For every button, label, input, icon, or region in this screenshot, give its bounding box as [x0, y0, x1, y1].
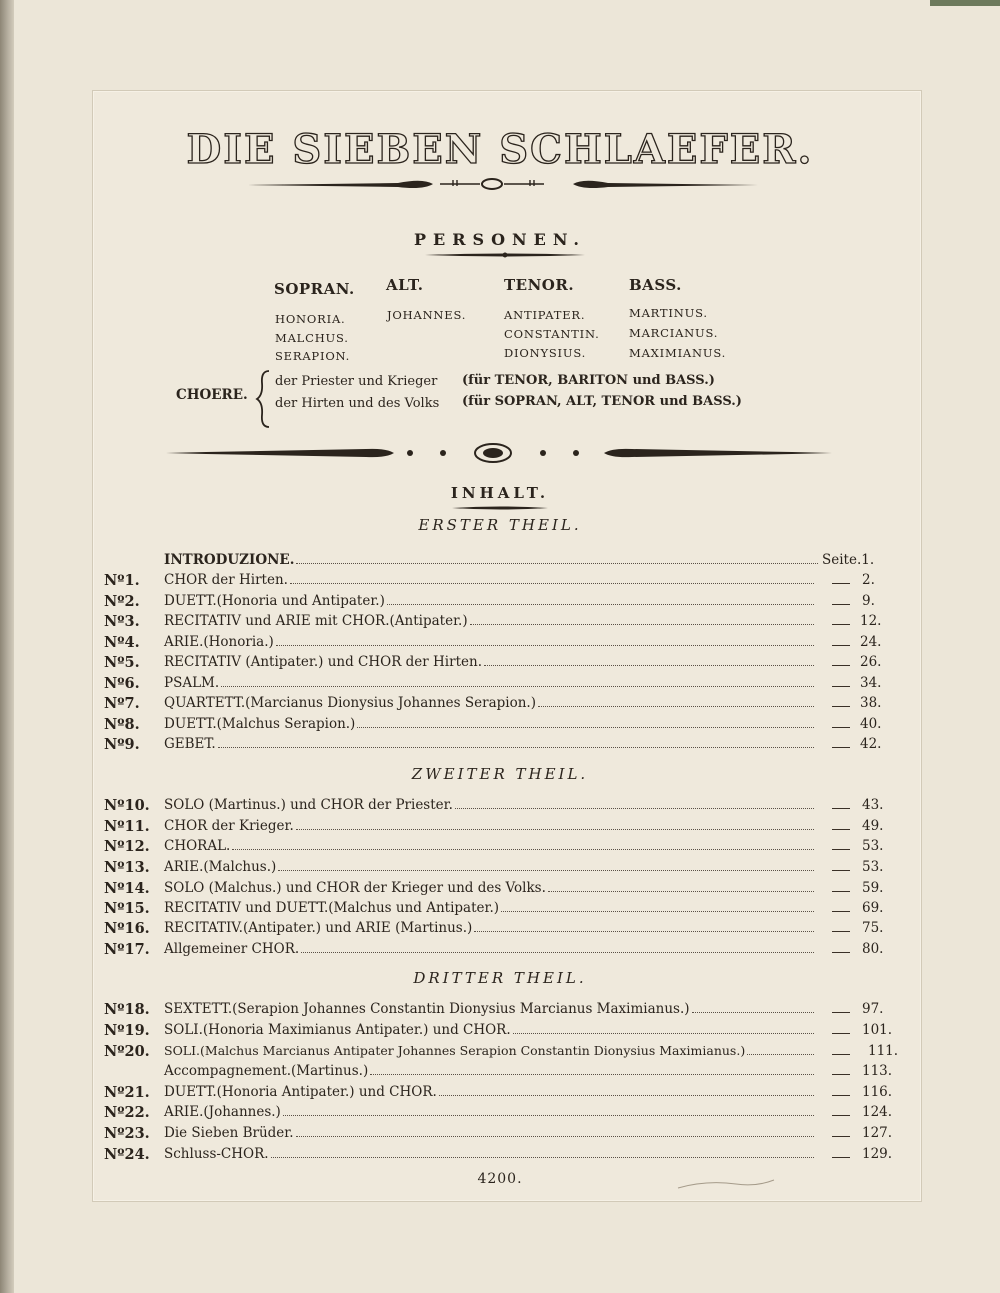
toc-leader — [296, 829, 814, 830]
toc-number: Nº7. — [104, 695, 140, 712]
toc-page: 113. — [862, 1063, 893, 1079]
toc-page: 59. — [862, 880, 884, 896]
toc-title-wrap — [164, 654, 816, 670]
brace-icon — [255, 369, 273, 429]
toc-title-wrap — [164, 941, 816, 957]
toc-number: Nº13. — [104, 859, 150, 876]
toc-row — [0, 818, 1000, 840]
toc-page: 42. — [860, 736, 882, 752]
toc-leader — [218, 747, 814, 748]
toc-row — [0, 613, 1000, 635]
toc-page: 75. — [862, 920, 884, 936]
toc-leader — [357, 727, 814, 728]
toc-dash — [832, 1033, 850, 1034]
toc-number: Nº18. — [104, 1001, 150, 1018]
toc-title-wrap — [164, 1125, 816, 1141]
voice-heading-tenor: TENOR. — [504, 276, 575, 294]
toc-number: Nº1. — [104, 572, 140, 589]
toc-leader — [278, 870, 814, 871]
toc-title: QUARTETT.(Marcianus Dionysius Johannes Serapion.) — [164, 695, 536, 711]
role-name: MARCIANUS. — [629, 326, 719, 340]
inhalt-rule — [452, 504, 548, 512]
toc-title: DUETT.(Malchus Serapion.) — [164, 716, 356, 732]
toc-number: Nº22. — [104, 1104, 150, 1121]
toc-number: Nº14. — [104, 880, 150, 897]
toc-leader — [439, 1095, 814, 1096]
toc-title: PSALM. — [164, 675, 220, 691]
toc-row — [0, 859, 1000, 881]
toc-title-wrap — [164, 797, 816, 813]
toc-number: Nº15. — [104, 900, 150, 917]
toc-dash — [832, 1157, 850, 1158]
toc-leader — [513, 1033, 814, 1034]
toc-leader — [501, 911, 814, 912]
toc-row — [0, 920, 1000, 942]
toc-title: SOLI.(Malchus Marcianus Antipater Johannes Serapion Constantin Dionysius Maximianus.) — [164, 1043, 746, 1058]
toc-leader — [296, 563, 818, 564]
toc-leader — [301, 952, 814, 953]
toc-title-wrap — [164, 1022, 816, 1038]
toc-title: CHOR der Krieger. — [164, 818, 294, 834]
toc-page: 127. — [862, 1125, 893, 1141]
toc-title: INTRODUZIONE. — [164, 552, 295, 568]
toc-row — [0, 797, 1000, 819]
toc-page: 12. — [860, 613, 882, 629]
toc-number: Nº8. — [104, 716, 140, 733]
toc-leader — [221, 686, 814, 687]
toc-row — [0, 552, 1000, 574]
toc-page: 69. — [862, 900, 884, 916]
toc-number: Nº11. — [104, 818, 150, 835]
toc-number: Nº9. — [104, 736, 140, 753]
toc-number: Nº5. — [104, 654, 140, 671]
title-ornament — [248, 172, 758, 196]
toc-dash — [832, 583, 850, 584]
toc-title: Allgemeiner CHOR. — [164, 941, 300, 957]
toc-number: Nº19. — [104, 1022, 150, 1039]
toc-row — [0, 736, 1000, 758]
toc-number: Nº23. — [104, 1125, 150, 1142]
toc-leader — [455, 808, 814, 809]
toc-leader — [370, 1074, 814, 1075]
toc-number: Nº3. — [104, 613, 140, 630]
toc-page: 53. — [862, 859, 884, 875]
toc-title: Die Sieben Brüder. — [164, 1125, 294, 1141]
toc-page: 9. — [862, 593, 875, 609]
toc-title: ARIE.(Malchus.) — [164, 859, 277, 875]
cover-edge — [930, 0, 1000, 6]
toc-row — [0, 1043, 1000, 1065]
toc-dash — [832, 727, 850, 728]
toc-title: CHOR der Hirten. — [164, 572, 288, 588]
toc-row — [0, 1104, 1000, 1126]
toc-row — [0, 941, 1000, 963]
personen-heading: PERSONEN. — [413, 230, 586, 249]
toc-leader — [296, 1136, 814, 1137]
toc-title-wrap — [164, 716, 816, 732]
toc-page: 53. — [862, 838, 884, 854]
toc-page: Seite.1. — [822, 552, 875, 568]
toc-title-wrap — [164, 634, 816, 650]
toc-title-wrap — [164, 1063, 816, 1079]
toc-page: 80. — [862, 941, 884, 957]
toc-dash — [832, 931, 850, 932]
toc-leader — [747, 1054, 814, 1055]
toc-row — [0, 634, 1000, 656]
toc-page: 124. — [862, 1104, 893, 1120]
toc-title: Schluss-CHOR. — [164, 1146, 269, 1162]
toc-leader — [474, 931, 814, 932]
toc-dash — [832, 1012, 850, 1013]
toc-title: ARIE.(Johannes.) — [164, 1104, 281, 1120]
toc-dash — [832, 829, 850, 830]
toc-title-wrap — [164, 1043, 816, 1058]
toc-dash — [832, 1095, 850, 1096]
voice-heading-alt: ALT. — [386, 276, 424, 294]
toc-page: 24. — [860, 634, 882, 650]
toc-leader — [271, 1157, 814, 1158]
toc-row — [0, 1125, 1000, 1147]
choere-voices-hirten: (für SOPRAN, ALT, TENOR und BASS.) — [462, 394, 742, 409]
pencil-swash — [676, 1178, 776, 1192]
role-name: SERAPION. — [275, 349, 351, 363]
toc-page: 129. — [862, 1146, 893, 1162]
toc-leader — [276, 645, 814, 646]
toc-title-wrap — [164, 920, 816, 936]
toc-title-wrap — [164, 818, 816, 834]
toc-page: 26. — [860, 654, 882, 670]
toc-number: Nº17. — [104, 941, 150, 958]
toc-dash — [832, 849, 850, 850]
toc-dash — [832, 1054, 850, 1055]
toc-dash — [832, 1115, 850, 1116]
role-name: MALCHUS. — [275, 331, 349, 345]
toc-dash — [832, 870, 850, 871]
page-title: DIE SIEBEN SCHLAEFER. — [186, 126, 814, 173]
toc-row — [0, 572, 1000, 594]
toc-dash — [832, 665, 850, 666]
toc-dash — [832, 706, 850, 707]
toc-page: 116. — [862, 1084, 893, 1100]
choere-voices-priester: (für TENOR, BARITON und BASS.) — [462, 373, 715, 388]
toc-leader — [283, 1115, 814, 1116]
toc-leader — [232, 849, 814, 850]
toc-dash — [832, 747, 850, 748]
choere-line-priester: der Priester und Krieger — [275, 374, 438, 389]
toc-title: RECITATIV.(Antipater.) und ARIE (Martinus.) — [164, 920, 473, 936]
toc-leader — [484, 665, 814, 666]
toc-title: Accompagnement.(Martinus.) — [164, 1063, 369, 1079]
toc-row — [0, 1146, 1000, 1168]
toc-page: 101. — [862, 1022, 893, 1038]
toc-title-wrap — [164, 900, 816, 916]
voice-heading-bass: BASS. — [629, 276, 682, 294]
toc-leader — [290, 583, 814, 584]
section-ornament — [166, 440, 832, 466]
toc-dash — [832, 686, 850, 687]
toc-title: SOLO (Malchus.) und CHOR der Krieger und des Volks. — [164, 880, 546, 896]
toc-title-wrap — [164, 880, 816, 896]
toc-title-wrap — [164, 613, 816, 629]
toc-dash — [832, 891, 850, 892]
toc-number: Nº2. — [104, 593, 140, 610]
toc-leader — [548, 891, 814, 892]
toc-dash — [832, 604, 850, 605]
toc-title-wrap — [164, 1001, 816, 1017]
toc-row — [0, 1022, 1000, 1044]
toc-dash — [832, 952, 850, 953]
toc-row — [0, 716, 1000, 738]
toc-title-wrap — [164, 1104, 816, 1120]
toc-page: 97. — [862, 1001, 884, 1017]
toc-leader — [470, 624, 814, 625]
toc-number: Nº12. — [104, 838, 150, 855]
toc-title: SOLI.(Honoria Maximianus Antipater.) und CHOR. — [164, 1022, 511, 1038]
toc-title-wrap — [164, 1084, 816, 1100]
toc-row — [0, 675, 1000, 697]
role-name: MARTINUS. — [629, 306, 708, 320]
toc-leader — [387, 604, 814, 605]
toc-number: Nº20. — [104, 1043, 150, 1060]
toc-row — [0, 1063, 1000, 1085]
role-name: HONORIA. — [275, 312, 346, 326]
toc-dash — [832, 911, 850, 912]
toc-page: 40. — [860, 716, 882, 732]
toc-title-wrap — [164, 859, 816, 875]
toc-number: Nº16. — [104, 920, 150, 937]
toc-number: Nº6. — [104, 675, 140, 692]
toc-title-wrap — [164, 552, 820, 568]
toc-title: CHORAL. — [164, 838, 231, 854]
toc-row — [0, 880, 1000, 902]
role-name: MAXIMIANUS. — [629, 346, 727, 360]
toc-page: 111. — [868, 1043, 899, 1059]
toc-page: 34. — [860, 675, 882, 691]
toc-row — [0, 1001, 1000, 1023]
toc-title-wrap — [164, 593, 816, 609]
role-name: DIONYSIUS. — [504, 346, 587, 360]
role-name: CONSTANTIN. — [504, 327, 600, 341]
part-heading: ZWEITER THEIL. — [411, 765, 589, 783]
toc-title: SEXTETT.(Serapion Johannes Constantin Dionysius Marcianus Maximianus.) — [164, 1001, 690, 1017]
toc-dash — [832, 1136, 850, 1137]
toc-page: 49. — [862, 818, 884, 834]
toc-page: 38. — [860, 695, 882, 711]
toc-row — [0, 900, 1000, 922]
toc-title: DUETT.(Honoria Antipater.) und CHOR. — [164, 1084, 437, 1100]
part-heading: DRITTER THEIL. — [413, 969, 587, 987]
role-name: ANTIPATER. — [504, 308, 586, 322]
toc-number: Nº21. — [104, 1084, 150, 1101]
toc-title-wrap — [164, 572, 816, 588]
toc-dash — [832, 645, 850, 646]
toc-row — [0, 695, 1000, 717]
toc-title-wrap — [164, 736, 816, 752]
voice-heading-sopran: SOPRAN. — [274, 280, 355, 298]
toc-title: RECITATIV und ARIE mit CHOR.(Antipater.) — [164, 613, 468, 629]
toc-title: ARIE.(Honoria.) — [164, 634, 274, 650]
toc-title: RECITATIV (Antipater.) und CHOR der Hirten. — [164, 654, 482, 670]
role-name: JOHANNES. — [387, 308, 467, 322]
toc-number: Nº4. — [104, 634, 140, 651]
catalog-number: 4200. — [477, 1171, 523, 1187]
toc-dash — [832, 624, 850, 625]
toc-leader — [692, 1012, 814, 1013]
toc-dash — [832, 808, 850, 809]
inhalt-heading: INHALT. — [450, 484, 550, 502]
choere-label: CHOERE. — [176, 387, 248, 403]
toc-row — [0, 654, 1000, 676]
toc-title-wrap — [164, 838, 816, 854]
toc-title: GEBET. — [164, 736, 216, 752]
toc-title-wrap — [164, 675, 816, 691]
toc-page: 2. — [862, 572, 875, 588]
toc-dash — [832, 1074, 850, 1075]
toc-row — [0, 1084, 1000, 1106]
toc-title: RECITATIV und DUETT.(Malchus und Antipater.) — [164, 900, 500, 916]
toc-number: Nº10. — [104, 797, 150, 814]
toc-row — [0, 593, 1000, 615]
toc-title-wrap — [164, 695, 816, 711]
personen-rule — [425, 251, 585, 259]
toc-title-wrap — [164, 1146, 816, 1162]
toc-title: SOLO (Martinus.) und CHOR der Priester. — [164, 797, 453, 813]
toc-row — [0, 838, 1000, 860]
toc-page: 43. — [862, 797, 884, 813]
toc-title: DUETT.(Honoria und Antipater.) — [164, 593, 385, 609]
choere-line-hirten: der Hirten und des Volks — [275, 396, 440, 411]
toc-number: Nº24. — [104, 1146, 150, 1163]
part-heading: ERSTER THEIL. — [418, 516, 582, 534]
toc-leader — [538, 706, 814, 707]
